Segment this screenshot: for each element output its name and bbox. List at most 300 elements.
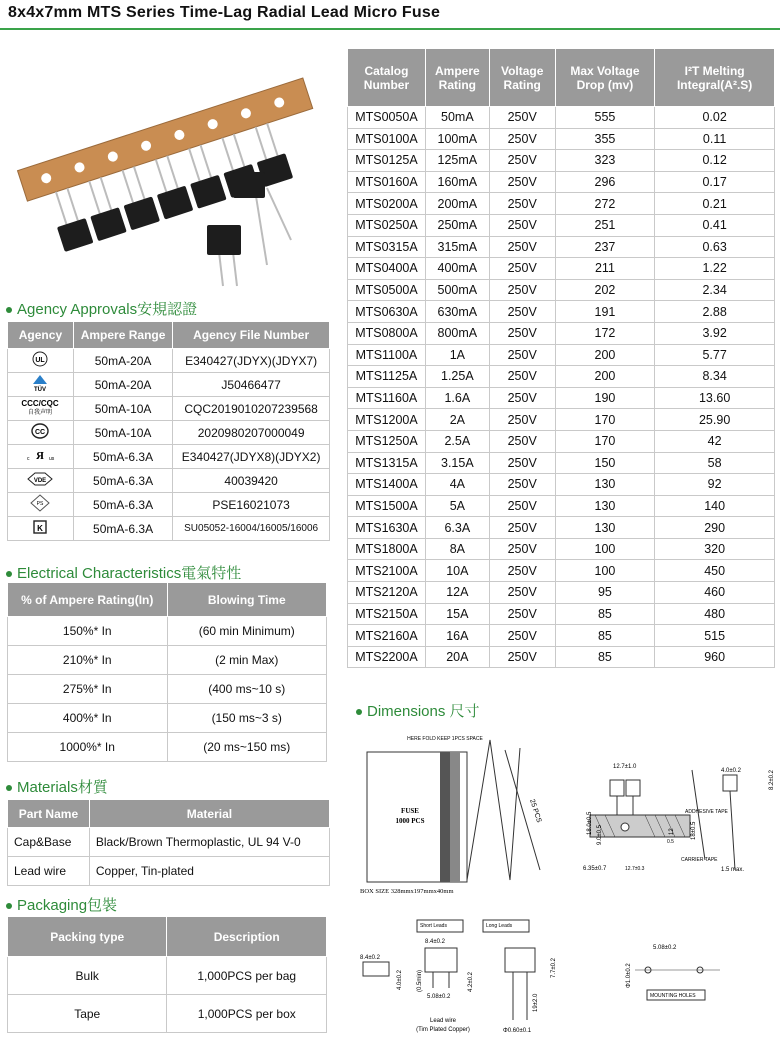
mounting-holes-label: MOUNTING HOLES xyxy=(650,993,696,999)
catalog-cell: 85 xyxy=(555,625,655,647)
catalog-cell: MTS0050A xyxy=(348,107,426,129)
pcs-25-label: 25 PCS xyxy=(528,798,543,824)
agency-header-cell: Ampere Range xyxy=(73,322,172,349)
lead-wire-material: (Tim Plated Copper) xyxy=(416,1027,470,1033)
catalog-cell: 130 xyxy=(555,517,655,539)
agency-row xyxy=(8,349,330,373)
catalog-cell: 480 xyxy=(655,603,775,625)
cruus-logo-icon xyxy=(25,452,55,466)
agency-row xyxy=(8,445,330,469)
dim-4-2: 4.2±0.2 xyxy=(468,972,474,992)
materials-cell: Black/Brown Thermoplastic, UL 94 V-0 xyxy=(89,828,329,857)
svg-text:K: K xyxy=(37,524,44,533)
electrical-cell: 150%* In xyxy=(8,617,168,646)
catalog-cell: 8.34 xyxy=(655,366,775,388)
catalog-cell: 2.88 xyxy=(655,301,775,323)
catalog-cell: MTS1100A xyxy=(348,344,426,366)
catalog-cell: 5A xyxy=(425,495,489,517)
catalog-cell: 250V xyxy=(489,214,555,236)
materials-cell: Copper, Tin-plated xyxy=(89,857,329,886)
catalog-cell: MTS0100A xyxy=(348,128,426,150)
catalog-cell: 250V xyxy=(489,171,555,193)
catalog-cell: MTS0800A xyxy=(348,322,426,344)
catalog-cell: 250V xyxy=(489,560,555,582)
catalog-cell: 0.12 xyxy=(655,150,775,172)
agency-range-cell: 50mA-10A xyxy=(73,397,172,421)
catalog-row xyxy=(348,366,775,388)
catalog-cell: 20A xyxy=(425,646,489,668)
catalog-row xyxy=(348,344,775,366)
adhesive-tape-label: ADDHESIVE TAPE xyxy=(685,809,728,815)
catalog-cell: 0.17 xyxy=(655,171,775,193)
dim-9-0: 9.0±0.5 xyxy=(597,825,603,845)
agency-file-cell: J50466477 xyxy=(173,373,330,397)
packaging-row xyxy=(8,957,327,995)
vde-logo-icon xyxy=(27,475,53,489)
catalog-cell: 250V xyxy=(489,150,555,172)
catalog-header-cell: Ampere Rating xyxy=(425,49,489,107)
catalog-cell: 172 xyxy=(555,322,655,344)
pse-logo-icon xyxy=(30,501,50,515)
electrical-cell: 275%* In xyxy=(8,675,168,704)
agency-heading xyxy=(6,298,197,319)
catalog-cell: 50mA xyxy=(425,107,489,129)
dim-5-08: 5.08±0.2 xyxy=(427,994,451,1000)
catalog-cell: 250mA xyxy=(425,214,489,236)
dim-12-7: 12.7±1.0 xyxy=(613,764,637,770)
catalog-cell: 515 xyxy=(655,625,775,647)
catalog-cell: MTS1400A xyxy=(348,474,426,496)
agency-header-cell: Agency File Number xyxy=(173,322,330,349)
materials-cell: Lead wire xyxy=(8,857,90,886)
catalog-cell: 125mA xyxy=(425,150,489,172)
electrical-row xyxy=(8,675,327,704)
electrical-row xyxy=(8,646,327,675)
long-leads-label: Long Leads xyxy=(486,923,513,929)
catalog-cell: 250V xyxy=(489,603,555,625)
catalog-cell: MTS0125A xyxy=(348,150,426,172)
catalog-cell: 460 xyxy=(655,582,775,604)
catalog-cell: 0.02 xyxy=(655,107,775,129)
agency-file-cell: CQC2019010207239568 xyxy=(173,397,330,421)
catalog-row xyxy=(348,538,775,560)
catalog-row xyxy=(348,430,775,452)
packaging-cell: 1,000PCS per box xyxy=(167,995,327,1033)
catalog-row xyxy=(348,301,775,323)
product-photo xyxy=(5,60,340,290)
short-leads-label: Short Leads xyxy=(420,923,447,929)
title-divider xyxy=(0,28,780,30)
dim-lead-diameter: Φ0.60±0.1 xyxy=(503,1028,532,1034)
packaging-header-cell: Description xyxy=(167,917,327,957)
catalog-cell: 0.11 xyxy=(655,128,775,150)
dim-1-5max: 1.5 max. xyxy=(721,867,745,873)
catalog-cell: 630mA xyxy=(425,301,489,323)
catalog-cell: MTS2120A xyxy=(348,582,426,604)
mounting-holes-drawing xyxy=(626,945,720,1000)
catalog-cell: 100mA xyxy=(425,128,489,150)
dim-18: 18±0.5 xyxy=(691,821,697,840)
catalog-cell: 10A xyxy=(425,560,489,582)
dim-18-0: 18.0±0.5 xyxy=(587,811,593,835)
catalog-cell: MTS0630A xyxy=(348,301,426,323)
materials-table xyxy=(7,799,330,886)
tv-logo-icon xyxy=(27,381,53,395)
materials-row xyxy=(8,828,330,857)
catalog-cell: 250V xyxy=(489,279,555,301)
catalog-row xyxy=(348,452,775,474)
bullet-icon xyxy=(6,903,12,909)
catalog-cell: 315mA xyxy=(425,236,489,258)
agency-range-cell: 50mA-6.3A xyxy=(73,493,172,517)
catalog-cell: 323 xyxy=(555,150,655,172)
catalog-cell: 191 xyxy=(555,301,655,323)
packaging-heading xyxy=(6,894,117,915)
catalog-cell: 85 xyxy=(555,646,655,668)
agency-row xyxy=(8,421,330,445)
catalog-cell: 250V xyxy=(489,258,555,280)
catalog-cell: MTS2100A xyxy=(348,560,426,582)
catalog-cell: 250V xyxy=(489,409,555,431)
agency-logo-cell xyxy=(8,349,74,373)
catalog-cell: 250V xyxy=(489,582,555,604)
catalog-cell: 42 xyxy=(655,430,775,452)
dim-7-7: 7.7±0.2 xyxy=(551,958,557,978)
electrical-cell: 1000%* In xyxy=(8,733,168,762)
catalog-cell: 25.90 xyxy=(655,409,775,431)
box-label-1: FUSE xyxy=(401,807,419,815)
catalog-header-cell: Max Voltage Drop (mv) xyxy=(555,49,655,107)
catalog-cell: 250V xyxy=(489,538,555,560)
catalog-row xyxy=(348,193,775,215)
svg-text:CCC/CQC: CCC/CQC xyxy=(21,399,60,408)
agency-logo-cell xyxy=(8,421,74,445)
electrical-header-cell: % of Ampere Rating(In) xyxy=(8,583,168,617)
box-label-2: 1000 PCS xyxy=(395,817,425,825)
catalog-cell: 150 xyxy=(555,452,655,474)
agency-range-cell: 50mA-6.3A xyxy=(73,517,172,541)
catalog-row xyxy=(348,150,775,172)
catalog-row xyxy=(348,258,775,280)
catalog-cell: MTS1800A xyxy=(348,538,426,560)
tape-drawing xyxy=(583,764,775,873)
page-title: 8x4x7mm MTS Series Time-Lag Radial Lead Micro Fuse xyxy=(8,4,441,21)
holes-dim-1-0: Φ1.0±0.2 xyxy=(626,963,632,988)
agency-range-cell: 50mA-6.3A xyxy=(73,445,172,469)
catalog-cell: 960 xyxy=(655,646,775,668)
agency-row xyxy=(8,469,330,493)
catalog-cell: 250V xyxy=(489,128,555,150)
catalog-cell: 190 xyxy=(555,387,655,409)
catalog-cell: MTS1160A xyxy=(348,387,426,409)
catalog-cell: 1.25A xyxy=(425,366,489,388)
kc-logo-icon xyxy=(32,524,48,538)
agency-file-cell: SU05052-16004/16005/16006 xyxy=(173,517,330,541)
catalog-cell: MTS0315A xyxy=(348,236,426,258)
fold-note: HERE FOLD KEEP 1PCS SPACE xyxy=(407,736,483,742)
catalog-cell: 130 xyxy=(555,495,655,517)
agency-range-cell: 50mA-20A xyxy=(73,349,172,373)
dim-19: 19±2.0 xyxy=(533,993,539,1012)
svg-text:Я: Я xyxy=(36,450,45,462)
catalog-cell: 0.63 xyxy=(655,236,775,258)
catalog-row xyxy=(348,128,775,150)
packaging-cell: Tape xyxy=(8,995,167,1033)
catalog-row xyxy=(348,646,775,668)
catalog-cell: 250V xyxy=(489,301,555,323)
dimensions-heading xyxy=(356,700,480,721)
packaging-table xyxy=(7,916,327,1033)
svg-text:VDE: VDE xyxy=(34,478,47,484)
catalog-cell: MTS2150A xyxy=(348,603,426,625)
catalog-cell: MTS0500A xyxy=(348,279,426,301)
catalog-cell: 450 xyxy=(655,560,775,582)
carrier-tape-label: CARRIER TAPE xyxy=(681,857,718,863)
catalog-cell: 2A xyxy=(425,409,489,431)
catalog-cell: 250V xyxy=(489,517,555,539)
box-drawing xyxy=(360,736,542,895)
packaging-cell: 1,000PCS per bag xyxy=(167,957,327,995)
catalog-cell: 58 xyxy=(655,452,775,474)
catalog-cell: 211 xyxy=(555,258,655,280)
catalog-row xyxy=(348,474,775,496)
catalog-row xyxy=(348,387,775,409)
materials-header-cell: Part Name xyxy=(8,800,90,828)
catalog-cell: 3.92 xyxy=(655,322,775,344)
electrical-heading xyxy=(6,562,241,583)
electrical-row xyxy=(8,617,327,646)
catalog-cell: 3.15A xyxy=(425,452,489,474)
catalog-cell: 250V xyxy=(489,387,555,409)
catalog-cell: 272 xyxy=(555,193,655,215)
agency-file-cell: 2020980207000049 xyxy=(173,421,330,445)
svg-text:CC: CC xyxy=(35,429,46,436)
svg-text:自我声明: 自我声明 xyxy=(28,409,53,416)
electrical-cell: (150 ms~3 s) xyxy=(167,704,327,733)
catalog-cell: 200mA xyxy=(425,193,489,215)
ccc-logo-icon xyxy=(31,428,49,442)
catalog-row xyxy=(348,409,775,431)
packaging-row xyxy=(8,995,327,1033)
catalog-cell: 296 xyxy=(555,171,655,193)
agency-row xyxy=(8,373,330,397)
catalog-cell: MTS2160A xyxy=(348,625,426,647)
dim-0-5: 0.5 xyxy=(667,839,674,845)
dim-12: 12 xyxy=(669,828,675,835)
catalog-cell: 250V xyxy=(489,646,555,668)
dim-0-5min: (0.5min) xyxy=(417,969,423,992)
materials-heading xyxy=(6,776,108,797)
catalog-cell: 250V xyxy=(489,107,555,129)
catalog-row xyxy=(348,625,775,647)
catalog-cell: MTS0160A xyxy=(348,171,426,193)
packaging-cell: Bulk xyxy=(8,957,167,995)
catalog-cell: 85 xyxy=(555,603,655,625)
dim-6-35: 6.35±0.7 xyxy=(583,866,607,872)
catalog-row xyxy=(348,517,775,539)
catalog-cell: 13.60 xyxy=(655,387,775,409)
agency-logo-cell xyxy=(8,493,74,517)
catalog-cell: 251 xyxy=(555,214,655,236)
agency-heading-text: Agency Approvals安規認證 xyxy=(17,301,198,318)
agency-table xyxy=(7,321,330,541)
dim-8-4a: 8.4±0.2 xyxy=(360,955,380,961)
catalog-cell: 250V xyxy=(489,430,555,452)
catalog-row xyxy=(348,322,775,344)
catalog-cell: MTS0400A xyxy=(348,258,426,280)
catalog-cell: MTS1315A xyxy=(348,452,426,474)
svg-text:TÜV: TÜV xyxy=(34,387,47,392)
agency-range-cell: 50mA-6.3A xyxy=(73,469,172,493)
materials-cell: Cap&Base xyxy=(8,828,90,857)
svg-text:PS: PS xyxy=(37,501,44,507)
dim-8-2: 8.2±0.2 xyxy=(769,770,775,790)
catalog-cell: 100 xyxy=(555,538,655,560)
dim-4-0: 4.0±0.2 xyxy=(721,768,741,774)
catalog-cell: 1.22 xyxy=(655,258,775,280)
catalog-cell: 355 xyxy=(555,128,655,150)
electrical-cell: 400%* In xyxy=(8,704,168,733)
catalog-row xyxy=(348,560,775,582)
catalog-cell: 250V xyxy=(489,193,555,215)
agency-logo-cell xyxy=(8,469,74,493)
catalog-cell: 250V xyxy=(489,495,555,517)
catalog-cell: 250V xyxy=(489,366,555,388)
catalog-row xyxy=(348,236,775,258)
catalog-cell: 320 xyxy=(655,538,775,560)
catalog-cell: 1.6A xyxy=(425,387,489,409)
catalog-cell: 0.21 xyxy=(655,193,775,215)
agency-file-cell: E340427(JDYX)(JDYX7) xyxy=(173,349,330,373)
catalog-row xyxy=(348,495,775,517)
catalog-cell: 160mA xyxy=(425,171,489,193)
catalog-cell: MTS1200A xyxy=(348,409,426,431)
catalog-row xyxy=(348,214,775,236)
electrical-table xyxy=(7,582,327,762)
agency-logo-cell xyxy=(8,373,74,397)
part-drawing xyxy=(360,920,557,1034)
agency-logo-cell xyxy=(8,517,74,541)
catalog-cell: 250V xyxy=(489,322,555,344)
catalog-row xyxy=(348,171,775,193)
catalog-cell: 4A xyxy=(425,474,489,496)
agency-row xyxy=(8,517,330,541)
catalog-cell: 250V xyxy=(489,344,555,366)
catalog-cell: 6.3A xyxy=(425,517,489,539)
catalog-cell: 250V xyxy=(489,625,555,647)
catalog-cell: 2.34 xyxy=(655,279,775,301)
catalog-cell: 800mA xyxy=(425,322,489,344)
catalog-cell: MTS1630A xyxy=(348,517,426,539)
catalog-cell: MTS1250A xyxy=(348,430,426,452)
lead-wire-label: Lead wire xyxy=(429,1018,457,1024)
box-size: BOX SIZE 328mmx197mmx40mm xyxy=(360,888,454,895)
electrical-cell: (2 min Max) xyxy=(167,646,327,675)
catalog-cell: 130 xyxy=(555,474,655,496)
packaging-heading-text: Packaging包裝 xyxy=(17,897,118,914)
bullet-icon xyxy=(6,571,12,577)
agency-file-cell: E340427(JDYX8)(JDYX2) xyxy=(173,445,330,469)
electrical-cell: 210%* In xyxy=(8,646,168,675)
catalog-cell: 400mA xyxy=(425,258,489,280)
dimensions-drawing xyxy=(355,730,780,1035)
electrical-row xyxy=(8,704,327,733)
catalog-cell: 200 xyxy=(555,344,655,366)
electrical-row xyxy=(8,733,327,762)
catalog-cell: 170 xyxy=(555,430,655,452)
dim-4-0p: 4.0±0.2 xyxy=(397,970,403,990)
agency-logo-cell xyxy=(8,397,74,421)
svg-text:us: us xyxy=(49,456,55,462)
catalog-cell: 2.5A xyxy=(425,430,489,452)
ul-logo-icon xyxy=(32,356,48,370)
agency-logo-cell xyxy=(8,445,74,469)
agency-file-cell: 40039420 xyxy=(173,469,330,493)
catalog-cell: 15A xyxy=(425,603,489,625)
svg-text:UL: UL xyxy=(35,357,46,364)
agency-file-cell: PSE16021073 xyxy=(173,493,330,517)
catalog-cell: 0.41 xyxy=(655,214,775,236)
electrical-header-cell: Blowing Time xyxy=(167,583,327,617)
catalog-cell: 92 xyxy=(655,474,775,496)
electrical-cell: (20 ms~150 ms) xyxy=(167,733,327,762)
agency-row xyxy=(8,397,330,421)
dimensions-heading-text: Dimensions 尺寸 xyxy=(367,703,480,720)
catalog-cell: 250V xyxy=(489,474,555,496)
catalog-cell: MTS2200A xyxy=(348,646,426,668)
materials-header-cell: Material xyxy=(89,800,329,828)
catalog-row xyxy=(348,582,775,604)
agency-row xyxy=(8,493,330,517)
electrical-cell: (400 ms~10 s) xyxy=(167,675,327,704)
catalog-cell: MTS1125A xyxy=(348,366,426,388)
catalog-cell: 16A xyxy=(425,625,489,647)
catalog-cell: MTS1500A xyxy=(348,495,426,517)
catalog-cell: 170 xyxy=(555,409,655,431)
dim-12-7b: 12.7±0.3 xyxy=(625,866,645,872)
catalog-header-cell: Catalog Number xyxy=(348,49,426,107)
catalog-cell: 5.77 xyxy=(655,344,775,366)
catalog-cell: 100 xyxy=(555,560,655,582)
catalog-cell: 250V xyxy=(489,452,555,474)
agency-range-cell: 50mA-10A xyxy=(73,421,172,445)
catalog-table xyxy=(347,48,775,668)
ccccqc-logo-icon xyxy=(12,399,68,419)
catalog-cell: 237 xyxy=(555,236,655,258)
catalog-cell: MTS0250A xyxy=(348,214,426,236)
catalog-cell: 140 xyxy=(655,495,775,517)
catalog-cell: 250V xyxy=(489,236,555,258)
catalog-row xyxy=(348,107,775,129)
materials-row xyxy=(8,857,330,886)
catalog-header-cell: Voltage Rating xyxy=(489,49,555,107)
dim-8-4b: 8.4±0.2 xyxy=(425,939,445,945)
catalog-cell: 202 xyxy=(555,279,655,301)
catalog-header-cell: I²T Melting Integral(A².S) xyxy=(655,49,775,107)
catalog-cell: 8A xyxy=(425,538,489,560)
materials-heading-text: Materials材質 xyxy=(17,779,108,796)
catalog-cell: 95 xyxy=(555,582,655,604)
catalog-cell: MTS0200A xyxy=(348,193,426,215)
catalog-row xyxy=(348,603,775,625)
bullet-icon xyxy=(6,307,12,313)
packaging-header-cell: Packing type xyxy=(8,917,167,957)
agency-header-cell: Agency xyxy=(8,322,74,349)
agency-range-cell: 50mA-20A xyxy=(73,373,172,397)
holes-dim-5-08: 5.08±0.2 xyxy=(653,945,677,951)
catalog-cell: 200 xyxy=(555,366,655,388)
catalog-cell: 290 xyxy=(655,517,775,539)
